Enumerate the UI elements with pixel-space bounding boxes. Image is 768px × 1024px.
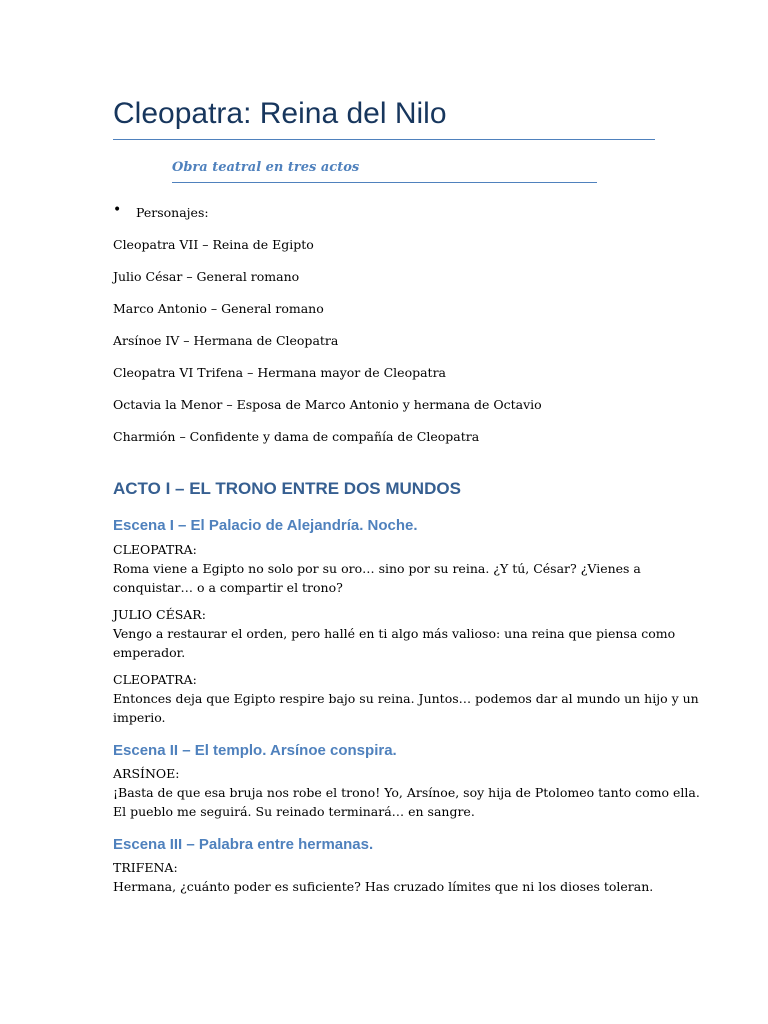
scene-heading: Escena III – Palabra entre hermanas. <box>113 836 374 853</box>
dialogue-line: ¡Basta de que esa bruja nos robe el trono! Yo, Arsínoe, soy hija de Ptolomeo tanto como ella. <box>113 785 700 800</box>
scene-heading: Escena I – El Palacio de Alejandría. Noche. <box>113 517 418 534</box>
speaker-name: CLEOPATRA: <box>113 542 197 557</box>
speaker-name: CLEOPATRA: <box>113 672 197 687</box>
dialogue-line: conquistar… o a compartir el trono? <box>113 580 343 595</box>
dialogue-line: Vengo a restaurar el orden, pero hallé en ti algo más valioso: una reina que piensa como <box>113 626 676 641</box>
subtitle-divider <box>172 182 597 183</box>
dialogue-line: imperio. <box>113 710 166 725</box>
title-divider <box>113 139 655 140</box>
bullet-icon: • <box>113 202 122 218</box>
speaker-name: JULIO CÉSAR: <box>113 607 206 622</box>
character-item: Cleopatra VI Trifena – Hermana mayor de Cleopatra <box>113 365 446 380</box>
act-heading: ACTO I – EL TRONO ENTRE DOS MUNDOS <box>113 479 461 498</box>
character-item: Marco Antonio – General romano <box>113 301 324 316</box>
dialogue-line: El pueblo me seguirá. Su reinado terminará… en sangre. <box>113 804 475 819</box>
document-subtitle: Obra teatral en tres actos <box>172 160 360 175</box>
character-item: Arsínoe IV – Hermana de Cleopatra <box>113 333 339 348</box>
character-item: Julio César – General romano <box>113 269 300 284</box>
dialogue-line: emperador. <box>113 645 186 660</box>
dialogue-line: Entonces deja que Egipto respire bajo su reina. Juntos… podemos dar al mundo un hijo y un <box>113 691 699 706</box>
document-title: Cleopatra: Reina del Nilo <box>113 97 447 130</box>
scene-heading: Escena II – El templo. Arsínoe conspira. <box>113 742 397 759</box>
character-item: Cleopatra VII – Reina de Egipto <box>113 237 314 252</box>
speaker-name: ARSÍNOE: <box>113 766 180 781</box>
character-item: Charmión – Confidente y dama de compañía de Cleopatra <box>113 429 480 444</box>
characters-heading: Personajes: <box>136 205 209 220</box>
dialogue-line: Roma viene a Egipto no solo por su oro… sino por su reina. ¿Y tú, César? ¿Vienes a <box>113 561 641 576</box>
speaker-name: TRIFENA: <box>113 860 178 875</box>
dialogue-line: Hermana, ¿cuánto poder es suficiente? Has cruzado límites que ni los dioses toleran. <box>113 879 654 894</box>
character-item: Octavia la Menor – Esposa de Marco Antonio y hermana de Octavio <box>113 397 542 412</box>
